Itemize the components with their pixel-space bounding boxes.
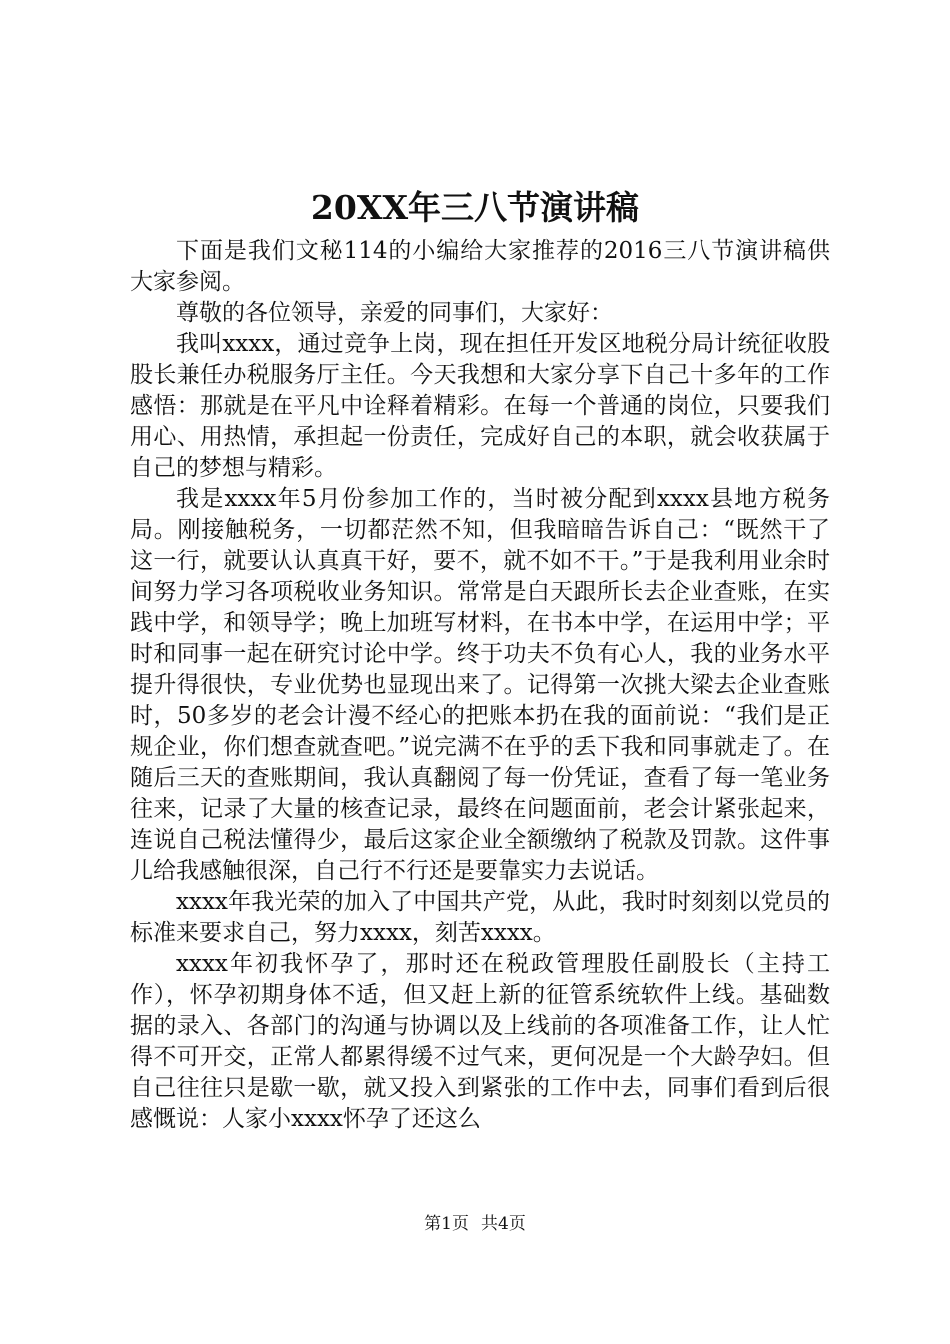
paragraph-greeting: 尊敬的各位领导，亲爱的同事们，大家好： bbox=[176, 300, 613, 326]
paragraph: xxxx年初我怀孕了，那时还在税政管理股任副股长（主持工作），怀孕初期身体不适，但又赶上新的征管系统软件上线。基础数据的录入、各部门的沟通与协调以及上线前的各项准备工作，让人忙得不可开交，正常人都累得缓不过气来，更何况是一个大龄孕妇。但自己往往只是歇一歇，就又投入到紧张的工作中去，同事们看到后很感慨说：人家小xxxx怀孕了还这么 bbox=[130, 951, 830, 1132]
paragraph: 我叫xxxx，通过竞争上岗，现在担任开发区地税分局计统征收股股长兼任办税服务厅主任。今天我想和大家分享下自己十多年的工作感悟：那就是在平凡中诠释着精彩。在每一个普通的岗位，只要我们用心、用热情，承担起一份责任，完成好自己的本职，就会收获属于自己的梦想与精彩。 bbox=[130, 331, 830, 481]
page-total: 共4页 bbox=[481, 1214, 526, 1234]
document-body bbox=[130, 236, 830, 1135]
paragraph: xxxx年我光荣的加入了中国共产党，从此，我时时刻刻以党员的标准来要求自己，努力xxxx，刻苦xxxx。 bbox=[130, 889, 830, 946]
document-title: 20XX年三八节演讲稿 bbox=[310, 188, 640, 227]
page-number: 第1页 bbox=[424, 1214, 469, 1234]
paragraph-intro: 下面是我们文秘114的小编给大家推荐的2016三八节演讲稿供大家参阅。 bbox=[130, 238, 830, 295]
page-footer bbox=[0, 1212, 950, 1236]
paragraph: 我是xxxx年5月份参加工作的，当时被分配到xxxx县地方税务局。刚接触税务，一切都茫然不知，但我暗暗告诉自己：“既然干了这一行，就要认认真真干好，要不，就不如不干。”于是我利用业余时间努力学习各项税收业务知识。常常是白天跟所长去企业查账，在实践中学，和领导学；晚上加班写材料，在书本中学，在运用中学；平时和同事一起在研究讨论中学。终于功夫不负有心人，我的业务水平提升得很快，专业优势也显现出来了。记得第一次挑大梁去企业查账时，50多岁的老会计漫不经心的把账本扔在我的面前说：“我们是正规企业，你们想查就查吧。”说完满不在乎的丢下我和同事就走了。在随后三天的查账期间，我认真翻阅了每一份凭证，查看了每一笔业务往来，记录了大量的核查记录，最终在问题面前，老会计紧张起来，连说自己税法懂得少，最后这家企业全额缴纳了税款及罚款。这件事儿给我感触很深，自己行不行还是要靠实力去说话。 bbox=[130, 486, 830, 884]
